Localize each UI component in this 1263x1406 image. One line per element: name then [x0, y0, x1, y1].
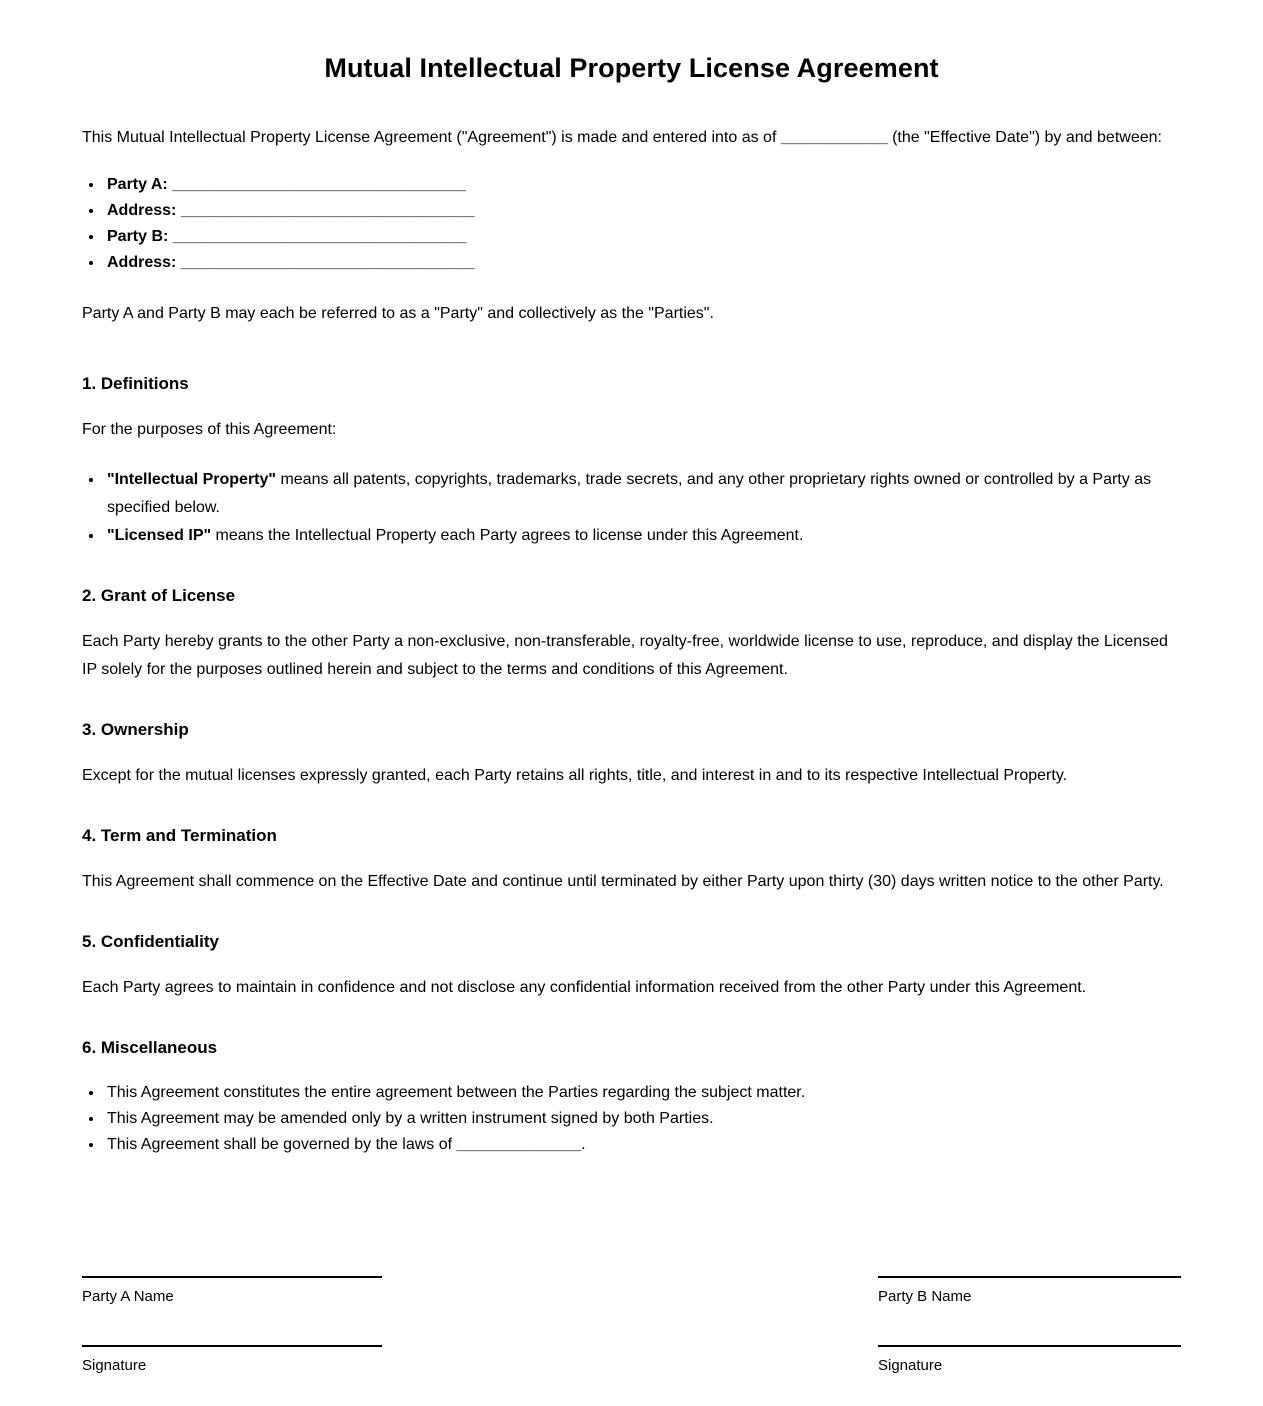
party-field-blank-3[interactable]: _________________________________ [180, 253, 475, 271]
list-item [104, 172, 1181, 198]
list-item [104, 250, 1181, 276]
section-heading-miscellaneous: 6. Miscellaneous [82, 1037, 218, 1057]
list-item [104, 466, 1181, 522]
party-a-name-label: Party A Name [82, 1287, 174, 1305]
list-item [104, 198, 1181, 224]
list-item [104, 224, 1181, 250]
party-a-signature-label: Signature [82, 1356, 147, 1374]
page-title: Mutual Intellectual Property License Agreement [324, 53, 939, 83]
definition-text-1: means the Intellectual Property each Party agrees to license under this Agreement. [211, 526, 804, 544]
miscellaneous-text-0: This Agreement constitutes the entire agreement between the Parties regarding the subject matter. [107, 1083, 806, 1101]
party-field-blank-1[interactable]: _________________________________ [180, 201, 475, 219]
party-field-label-2: Party B: [107, 227, 169, 245]
party-field-blank-2[interactable]: _________________________________ [172, 227, 467, 245]
section-heading-ownership: 3. Ownership [82, 719, 189, 739]
spacer [878, 1308, 1181, 1345]
governing-law-text-before: This Agreement shall be governed by the laws of [107, 1135, 457, 1153]
spacer [82, 1308, 382, 1345]
party-field-label-0: Party A: [107, 175, 168, 193]
effective-date-blank[interactable]: ____________ [780, 128, 888, 146]
party-b-signature-label: Signature [878, 1356, 943, 1374]
party-b-signature-line[interactable] [878, 1345, 1181, 1347]
intro-text-after-blank: (the "Effective Date") by and between: [887, 128, 1162, 146]
intro-text-before-blank: This Mutual Intellectual Property License Agreement ("Agreement") is made and entered into as of [82, 128, 781, 146]
signature-column-party-b [878, 1276, 1181, 1377]
definitions-lead-text: For the purposes of this Agreement: [82, 420, 337, 438]
list-item [104, 1132, 1181, 1158]
list-item [104, 1106, 1181, 1132]
parties-note: Party A and Party B may each be referred to as a "Party" and collectively as the "Parties". [82, 304, 714, 322]
section-heading-grant-of-license: 2. Grant of License [82, 585, 236, 605]
list-item [104, 1080, 1181, 1106]
section-paragraph-term-and-termination: This Agreement shall commence on the Effective Date and continue until terminated by either Party upon thirty (30) days written notice to the other Party. [82, 872, 1164, 890]
intro-paragraph [82, 124, 1181, 152]
party-a-signature-line[interactable] [82, 1345, 382, 1347]
party-b-name-label: Party B Name [878, 1287, 972, 1305]
party-b-name-line[interactable] [878, 1276, 1181, 1278]
section-paragraph-grant-of-license: Each Party hereby grants to the other Party a non-exclusive, non-transferable, royalty-free, worldwide license to use, reproduce, and display the Licensed IP solely for the purposes outlined herein and subject to the terms and conditions of this Agreement. [82, 632, 1168, 678]
governing-law-text-after: . [581, 1135, 586, 1153]
signature-block [82, 1276, 1181, 1377]
section-heading-confidentiality: 5. Confidentiality [82, 931, 219, 951]
party-a-name-line[interactable] [82, 1276, 382, 1278]
section-heading-term-and-termination: 4. Term and Termination [82, 825, 277, 845]
definitions-list [82, 466, 1181, 550]
definition-term-1: "Licensed IP" [107, 526, 212, 544]
definition-text-0: means all patents, copyrights, trademarks, trade secrets, and any other proprietary rights owned or controlled by a Party as specified below. [107, 470, 1152, 516]
signature-column-party-a [82, 1276, 382, 1377]
list-item [104, 522, 1181, 550]
party-field-blank-0[interactable]: _________________________________ [172, 175, 466, 193]
section-paragraph-ownership: Except for the mutual licenses expressly granted, each Party retains all rights, title, and interest in and to its respective Intellectual Property. [82, 766, 1068, 784]
definition-term-0: "Intellectual Property" [107, 470, 276, 488]
party-field-label-3: Address: [107, 253, 177, 271]
party-field-label-1: Address: [107, 201, 177, 219]
miscellaneous-list [82, 1080, 1181, 1158]
section-paragraph-confidentiality: Each Party agrees to maintain in confidence and not disclose any confidential information received from the other Party under this Agreement. [82, 978, 1087, 996]
section-heading-definitions: 1. Definitions [82, 373, 189, 393]
governing-law-blank[interactable]: ______________ [456, 1135, 582, 1153]
miscellaneous-text-1: This Agreement may be amended only by a written instrument signed by both Parties. [107, 1109, 714, 1127]
party-fields-list [82, 172, 1181, 276]
